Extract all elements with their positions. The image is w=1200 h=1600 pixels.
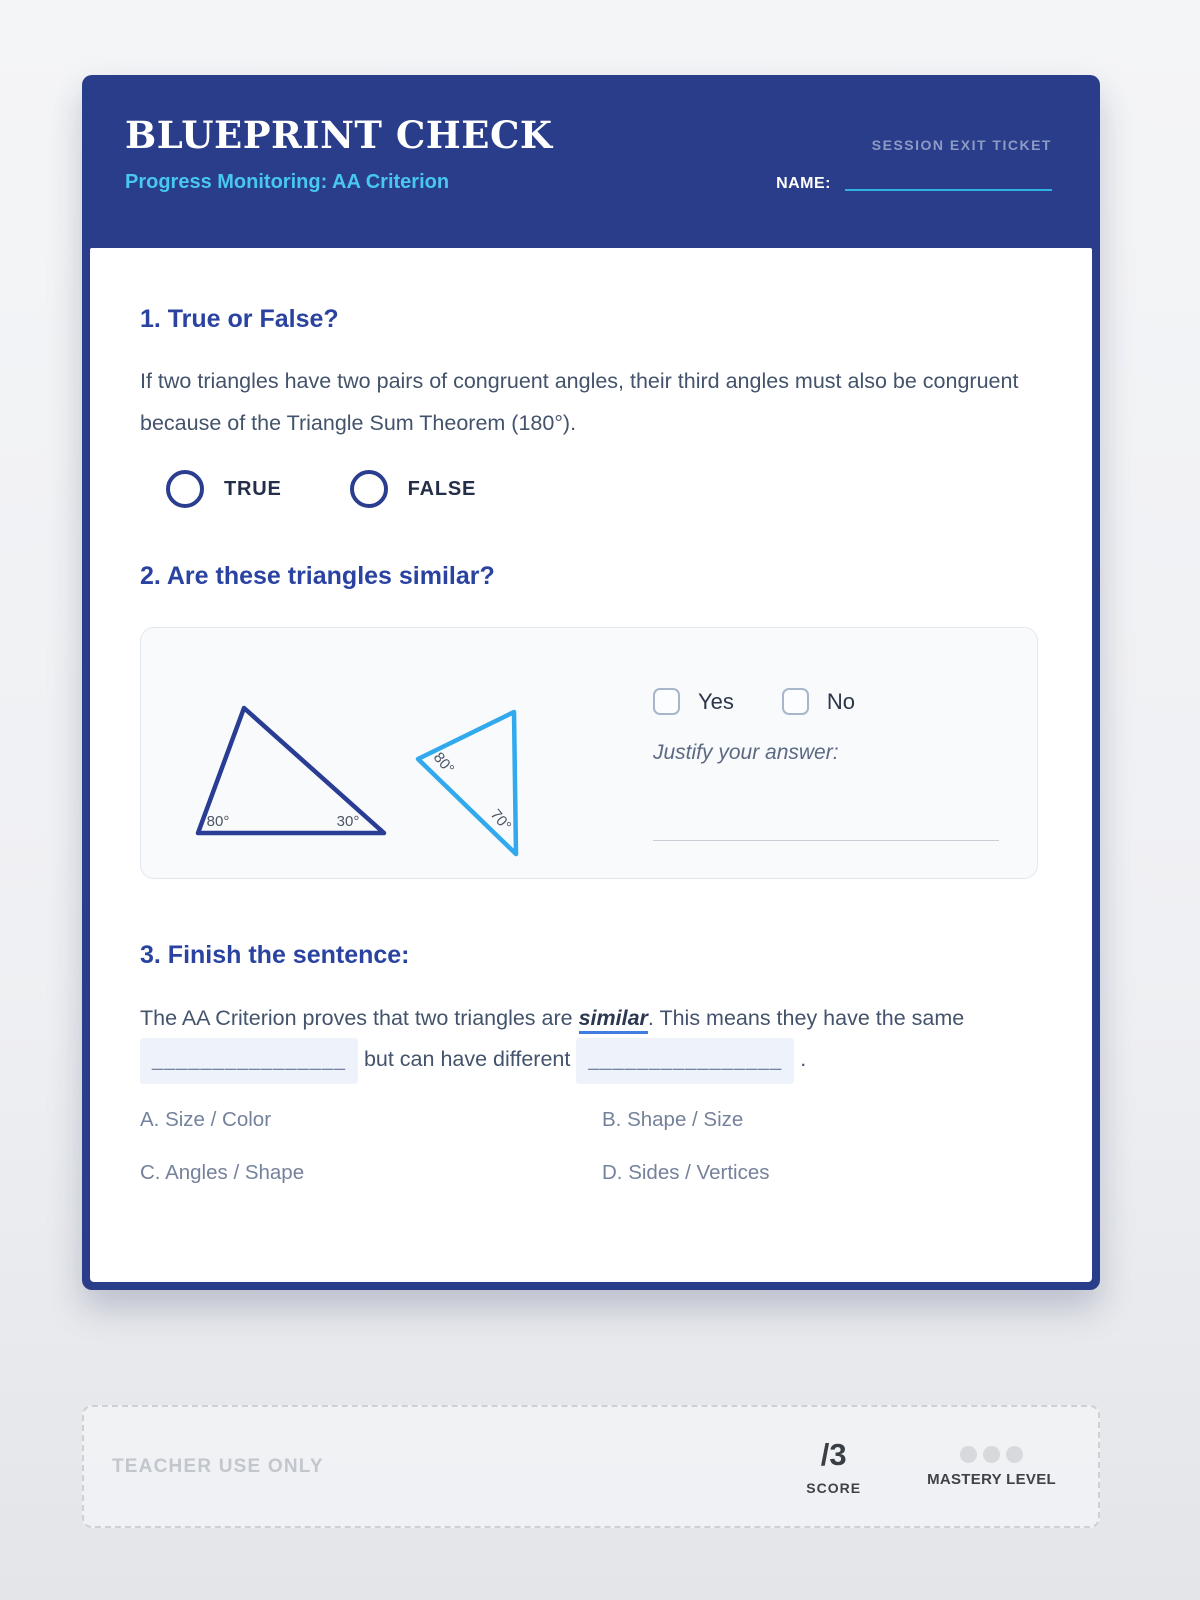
- mastery-level-label: MASTERY LEVEL: [927, 1470, 1056, 1488]
- justify-prompt: Justify your answer:: [653, 741, 839, 764]
- sentence-keyword-similar: similar: [579, 1006, 648, 1034]
- question-2-answer-area: [653, 688, 1013, 765]
- sentence-part-3: but can have different: [357, 1047, 577, 1071]
- choice-b: B. Shape / Size: [602, 1108, 744, 1131]
- worksheet-card: [82, 75, 1100, 1290]
- question-1-options: [166, 470, 1042, 508]
- question-3-heading: 3. Finish the sentence:: [140, 941, 410, 969]
- choice-c: C. Angles / Shape: [140, 1161, 305, 1184]
- mastery-dot-2: [983, 1446, 1000, 1463]
- true-label: TRUE: [224, 477, 282, 500]
- choice-d: D. Sides / Vertices: [602, 1161, 770, 1184]
- worksheet-body: [90, 248, 1092, 1282]
- cyan-triangle-angle-top: 80°: [429, 749, 458, 778]
- session-exit-ticket-label: SESSION EXIT TICKET: [871, 137, 1052, 153]
- score-value: /3: [820, 1437, 847, 1472]
- name-label: NAME:: [776, 175, 831, 192]
- page-title: BLUEPRINT CHECK: [125, 113, 553, 157]
- fill-blank-1[interactable]: ________________: [140, 1038, 358, 1084]
- yes-label: Yes: [698, 688, 734, 714]
- no-checkbox[interactable]: [782, 688, 809, 715]
- name-row: [732, 175, 1052, 193]
- teacher-use-panel: [82, 1405, 1100, 1528]
- worksheet-header: [82, 75, 1100, 248]
- cyan-triangle-angle-bottom: 70°: [486, 806, 515, 835]
- no-label: No: [826, 688, 856, 714]
- score-label: SCORE: [806, 1480, 862, 1496]
- fill-blank-2[interactable]: ________________: [576, 1038, 794, 1084]
- page-subtitle: Progress Monitoring: AA Criterion: [125, 171, 450, 193]
- mastery-block: [927, 1446, 1056, 1488]
- question-1-prompt: If two triangles have two pairs of congruent angles, their third angles must also be congruent because of the Triangle Sum Theorem (180°).: [140, 369, 1019, 435]
- sentence-part-1: The AA Criterion proves that two triangles are: [140, 1006, 579, 1030]
- yes-no-row: [653, 688, 1013, 715]
- question-2-heading: 2. Are these triangles similar?: [140, 562, 495, 590]
- question-3-sentence: [140, 998, 1045, 1084]
- navy-triangle-angle-left: 80°: [206, 813, 230, 830]
- name-input-line[interactable]: [845, 189, 1052, 191]
- justify-answer-line[interactable]: [653, 840, 999, 841]
- choice-a: A. Size / Color: [140, 1108, 272, 1131]
- sentence-part-2: . This means they have the same: [647, 1006, 965, 1030]
- teacher-use-only-label: TEACHER USE ONLY: [112, 1455, 324, 1477]
- question-2-panel: [140, 627, 1038, 879]
- score-block: [806, 1437, 861, 1496]
- true-radio[interactable]: [166, 470, 204, 508]
- mastery-dot-3: [1006, 1446, 1023, 1463]
- true-option[interactable]: [166, 470, 282, 508]
- mastery-dot-1: [960, 1446, 977, 1463]
- yes-checkbox[interactable]: [653, 688, 680, 715]
- sentence-end: .: [794, 1047, 807, 1071]
- navy-triangle-angle-right: 30°: [336, 813, 360, 830]
- question-1-heading: 1. True or False?: [140, 305, 339, 333]
- false-radio[interactable]: [350, 470, 388, 508]
- false-label: FALSE: [407, 477, 477, 500]
- header-right: [732, 137, 1052, 193]
- false-option[interactable]: [350, 470, 476, 508]
- question-3-choices: [140, 1108, 1042, 1185]
- mastery-dots: [927, 1446, 1056, 1463]
